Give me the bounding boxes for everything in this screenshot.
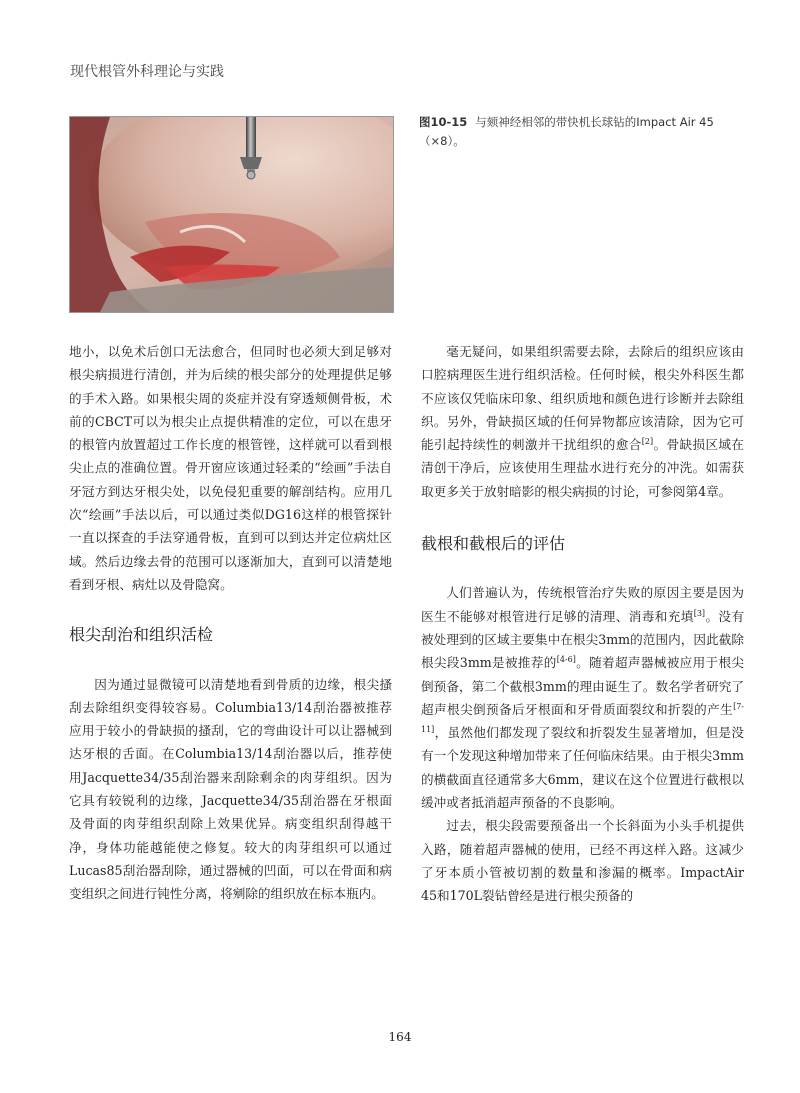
right-paragraph-2-text-b: 。没有被处理到的区域主要集中在根尖3mm的范围内，因此截除根尖段3mm是被推荐的 (421, 608, 745, 671)
right-paragraph-2 (421, 581, 744, 814)
right-column (421, 340, 744, 908)
left-paragraph-1: 地小，以免术后创口无法愈合，但同时也必须大到足够对根尖病损进行清创，并为后续的根尖部分的处理提供足够的手术入路。如果根尖周的炎症并没有穿透颊侧骨板，术前的CBCT可以为根尖止点提供精准的定位，可以在患牙的根管内放置超过工作长度的根管锉，这样就可以看到根尖止点的准确位置。骨开窗应该通过轻柔的“绘画”手法自牙冠方到达牙根尖处，以免侵犯重要的解剖结构。应用几次“绘画”手法以后，可以通过类似DG16这样的根管探针一直以探查的手法穿通骨板，直到可以到达并定位病灶区域。然后边缘去骨的范围可以逐渐加大，直到可以清楚地看到牙根、病灶以及骨隐窝。 (69, 344, 392, 592)
citation-ref: [7-11] (421, 701, 744, 734)
right-paragraph-1-text-b: 。骨缺损区域在清创干净后，应该使用生理盐水进行充分的冲洗。如需获取更多关于放射暗影的根尖病损的讨论，可参阅第4章。 (421, 437, 745, 499)
figure-caption (419, 113, 745, 151)
citation-ref: [3] (693, 608, 706, 618)
citation-ref: [2] (641, 437, 654, 446)
running-head: 现代根管外科理论与实践 (70, 64, 224, 80)
left-column (69, 340, 392, 906)
section-heading-curettage: 根尖刮治和组织活检 (69, 625, 214, 645)
left-paragraph-2: 因为通过显微镜可以清楚地看到骨质的边缘，根尖搔刮去除组织变得较容易。Columbia13/14刮治器被推荐应用于较小的骨缺损的搔刮，它的弯曲设计可以让器械到达牙根的舌面。在Columbia13/14刮治器以后，推荐使用Jacquette34/35刮治器来刮除剩余的肉芽组织。因为它具有较锐利的边缘，Jacquette34/35刮治器在牙根面及骨面的肉芽组织刮除上效果优异。病变组织刮得越干净，身体功能越能使之修复。较大的肉芽组织可以通过Lucas85刮治器刮除，通过器械的凹面，可以在骨面和病变组织之间进行钝性分离，将剜除的组织放在标本瓶内。 (69, 676, 392, 902)
right-paragraph-2-text-d: ，虽然他们都发现了裂纹和折裂发生显著增加，但是没有一个发现这种增加带来了任何临床结果。由于根尖3mm的横截面直径通常多大6mm，建议在这个位置进行截根以缓冲或者抵消超声预备的不良影响。 (421, 725, 744, 811)
surgical-photo (69, 116, 394, 313)
figure-caption-text: 与颏神经相邻的带快机长球钻的Impact Air 45（×8）。 (419, 115, 714, 148)
citation-ref: [4-6] (556, 655, 576, 665)
right-paragraph-1-text-a: 毫无疑问，如果组织需要去除，去除后的组织应该由口腔病理医生进行组织活检。任何时候，根尖外科医生都不应该仅凭临床印象、组织质地和颜色进行诊断并去除组织。另外，骨缺损区域的任何异物都应该清除，因为它可能引起持续性的刺激并干扰组织的愈合 (421, 344, 744, 453)
right-paragraph-2-text-a: 人们普遍认为，传统根管治疗失败的原因主要是因为医生不能够对根管进行足够的清理、消毒和充填 (421, 585, 744, 624)
right-paragraph-3: 过去，根尖段需要预备出一个长斜面为小头手机提供入路，随着超声器械的使用，已经不再这样入路。这减少了牙本质小管被切割的数量和渗漏的概率。ImpactAir 45和170L裂钻曾经是进行根尖预备的 (421, 818, 744, 904)
page-number: 164 (388, 1030, 412, 1044)
section-heading-resection: 截根和截根后的评估 (421, 534, 566, 554)
figure-label: 图10-15 (419, 115, 468, 129)
right-paragraph-2-text-c: 。随着超声器械被应用于根尖倒预备，第二个截根3mm的理由诞生了。数名学者研究了超声根尖倒预备后牙根面和牙骨质面裂纹和折裂的产生 (421, 655, 744, 717)
right-paragraph-1 (421, 340, 744, 503)
